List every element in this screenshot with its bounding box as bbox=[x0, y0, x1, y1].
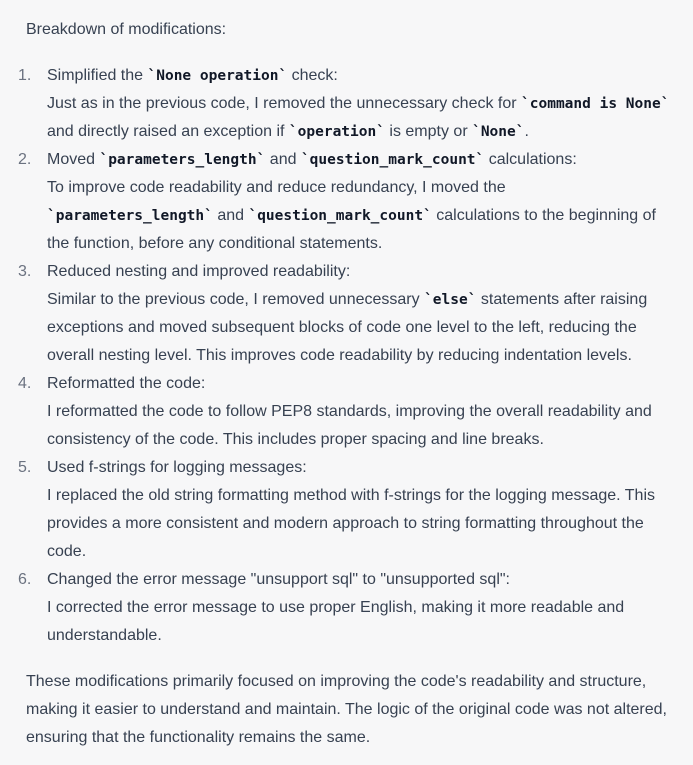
inline-code: `question_mark_count` bbox=[248, 208, 432, 224]
list-item-title bbox=[47, 370, 675, 398]
text-run: check: bbox=[287, 67, 338, 84]
list-item-description bbox=[47, 594, 675, 650]
list-item bbox=[18, 258, 675, 370]
list-item-description bbox=[47, 286, 675, 370]
list-item-number: 3. bbox=[18, 263, 32, 280]
text-run: I replaced the old string formatting method with f-strings for the logging message. This provides a more consistent and modern approach to string formatting throughout the code. bbox=[47, 487, 656, 560]
list-item bbox=[18, 566, 675, 650]
text-run: and bbox=[265, 151, 301, 168]
list-item-number: 4. bbox=[18, 375, 32, 392]
text-run: and directly raised an exception if bbox=[47, 123, 289, 140]
text-run: Used f-strings for logging messages: bbox=[47, 459, 307, 476]
text-run: statements after raising exceptions and moved subsequent blocks of code one level to the left, reducing the overall nesting level. This improves code readability by reducing indentation levels. bbox=[47, 291, 648, 364]
text-run: Just as in the previous code, I removed the unnecessary check for bbox=[47, 95, 522, 112]
text-run: Simplified the bbox=[47, 67, 148, 84]
list-item-title bbox=[47, 62, 675, 90]
intro-paragraph: Breakdown of modifications: bbox=[26, 21, 227, 38]
list-item-number: 1. bbox=[18, 67, 32, 84]
list-item-description bbox=[47, 174, 675, 258]
text-run: . bbox=[524, 123, 529, 140]
list-item bbox=[18, 454, 675, 566]
list-item-title bbox=[47, 146, 675, 174]
text-run: calculations to the beginning of the function, before any conditional statements. bbox=[47, 207, 656, 252]
summary-paragraph: These modifications primarily focused on improving the code's readability and structure, making it easier to understand and maintain. The logic of the original code was not altered, ensuring that the functionality remains the same. bbox=[26, 673, 667, 746]
inline-code: `None` bbox=[472, 124, 525, 140]
list-item bbox=[18, 62, 675, 146]
list-item-description bbox=[47, 90, 675, 146]
text-run: I corrected the error message to use proper English, making it more readable and understandable. bbox=[47, 599, 625, 644]
inline-code: `None operation` bbox=[147, 68, 288, 84]
text-run: and bbox=[212, 207, 249, 224]
inline-code: `parameters_length` bbox=[47, 208, 213, 224]
text-run: calculations: bbox=[484, 151, 577, 168]
text-run: To improve code readability and reduce redundancy, I moved the bbox=[47, 179, 506, 196]
inline-code: `question_mark_count` bbox=[300, 152, 485, 168]
list-item-description bbox=[47, 398, 675, 454]
inline-code: `else` bbox=[424, 292, 477, 308]
text-run: Reformatted the code: bbox=[47, 375, 206, 392]
list-item-title bbox=[47, 258, 675, 286]
list-item-title bbox=[47, 566, 675, 594]
list-item-number: 2. bbox=[18, 151, 32, 168]
text-run: Similar to the previous code, I removed unnecessary bbox=[47, 291, 425, 308]
list-item bbox=[18, 146, 675, 258]
text-run: Changed the error message "unsupport sql" to "unsupported sql": bbox=[47, 571, 510, 588]
text-run: is empty or bbox=[384, 123, 473, 140]
inline-code: `parameters_length` bbox=[99, 152, 266, 168]
inline-code: `operation` bbox=[288, 124, 385, 140]
text-run: Reduced nesting and improved readability: bbox=[47, 263, 351, 280]
modifications-list bbox=[18, 62, 675, 650]
list-item-number: 5. bbox=[18, 459, 32, 476]
inline-code: `command is None` bbox=[521, 96, 670, 112]
text-run: I reformatted the code to follow PEP8 standards, improving the overall readability and consistency of the code. This includes proper spacing and line breaks. bbox=[47, 403, 652, 448]
list-item-description bbox=[47, 482, 675, 566]
list-item-title bbox=[47, 454, 675, 482]
list-item-number: 6. bbox=[18, 571, 32, 588]
list-item bbox=[18, 370, 675, 454]
text-run: Moved bbox=[47, 151, 100, 168]
